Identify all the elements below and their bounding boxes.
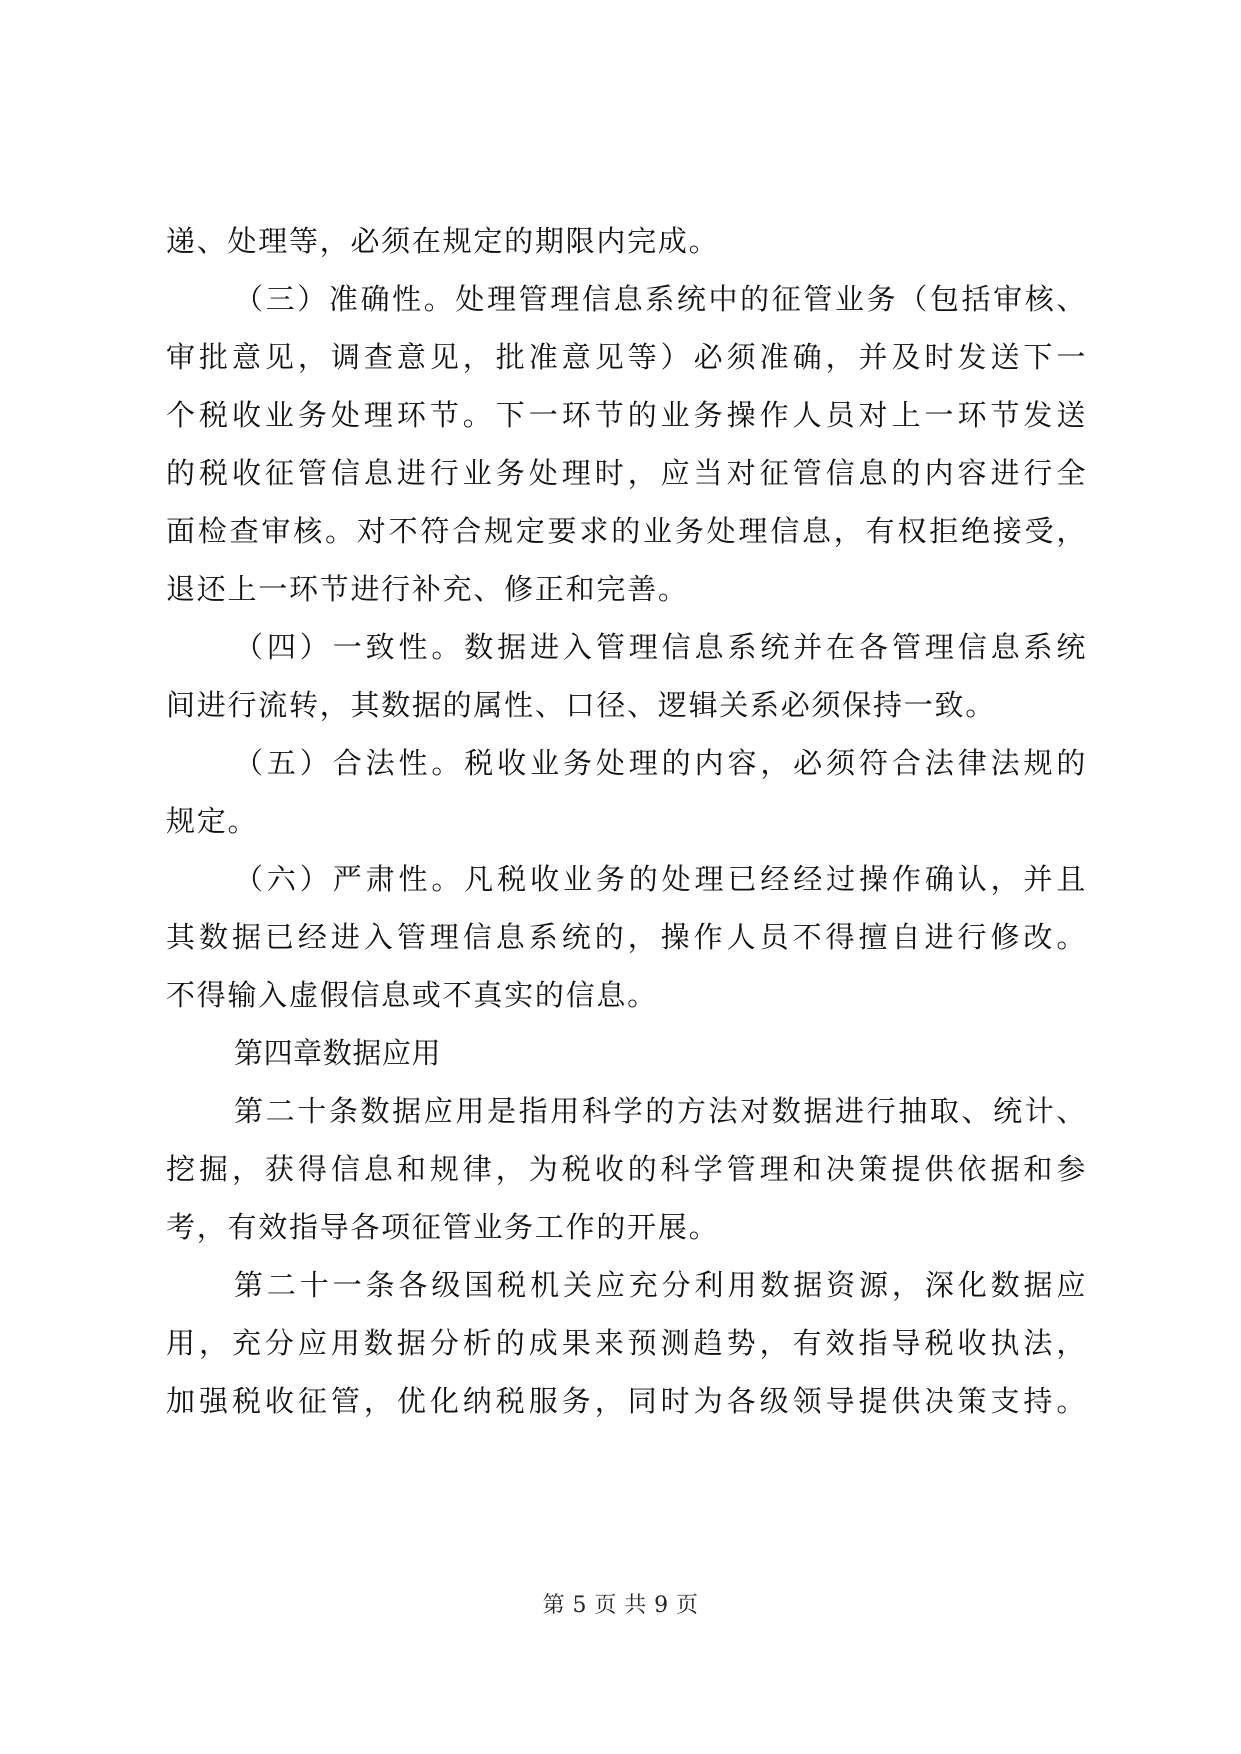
- text-line: 间进行流转，其数据的属性、口径、逻辑关系必须保持一致。: [166, 688, 996, 722]
- chapter-title: 第四章数据应用: [234, 1036, 442, 1070]
- page-footer: [0, 1588, 1241, 1619]
- text-line: 考，有效指导各项征管业务工作的开展。: [166, 1210, 720, 1244]
- paragraph-legality: [166, 734, 1086, 850]
- text-line: 规定。: [166, 804, 259, 838]
- text-line: 审批意见，调查意见，批准意见等）必须准确，并及时发送下一: [166, 340, 1086, 374]
- text-line: 的税收征管信息进行业务处理时，应当对征管信息的内容进行全: [166, 456, 1086, 490]
- page-number: 第 5 页 共 9 页: [542, 1593, 699, 1618]
- text-line: 挖掘，获得信息和规律，为税收的科学管理和决策提供依据和参: [166, 1152, 1086, 1186]
- text-line: 第二十一条各级国税机关应充分利用数据资源，深化数据应: [234, 1268, 1086, 1302]
- paragraph-seriousness: [166, 850, 1086, 1024]
- text-line: 加强税收征管，优化纳税服务，同时为各级领导提供决策支持。: [166, 1384, 1086, 1418]
- document-body: [166, 212, 1086, 1430]
- text-line: （五）合法性。税收业务处理的内容，必须符合法律法规的: [234, 746, 1086, 780]
- paragraph-accuracy: [166, 270, 1086, 618]
- text-line: （四）一致性。数据进入管理信息系统并在各管理信息系统: [234, 630, 1086, 664]
- text-line: 退还上一环节进行补充、修正和完善。: [166, 572, 689, 606]
- text-line: （三）准确性。处理管理信息系统中的征管业务（包括审核、: [234, 282, 1086, 316]
- text-line: 不得输入虚假信息或不真实的信息。: [166, 978, 658, 1012]
- paragraph-consistency: [166, 618, 1086, 734]
- text-line: 递、处理等，必须在规定的期限内完成。: [166, 224, 720, 258]
- article-21: [166, 1256, 1086, 1430]
- text-line: 用，充分应用数据分析的成果来预测趋势，有效指导税收执法，: [166, 1326, 1086, 1360]
- text-line: （六）严肃性。凡税收业务的处理已经经过操作确认，并且: [234, 862, 1086, 896]
- text-line: 第二十条数据应用是指用科学的方法对数据进行抽取、统计、: [234, 1094, 1086, 1128]
- paragraph-continuation: [166, 212, 1086, 270]
- text-line: 面检查审核。对不符合规定要求的业务处理信息，有权拒绝接受，: [166, 514, 1086, 548]
- article-20: [166, 1082, 1086, 1256]
- chapter-heading: [166, 1024, 1086, 1082]
- text-line: 个税收业务处理环节。下一环节的业务操作人员对上一环节发送: [166, 398, 1086, 432]
- text-line: 其数据已经进入管理信息系统的，操作人员不得擅自进行修改。: [166, 920, 1086, 954]
